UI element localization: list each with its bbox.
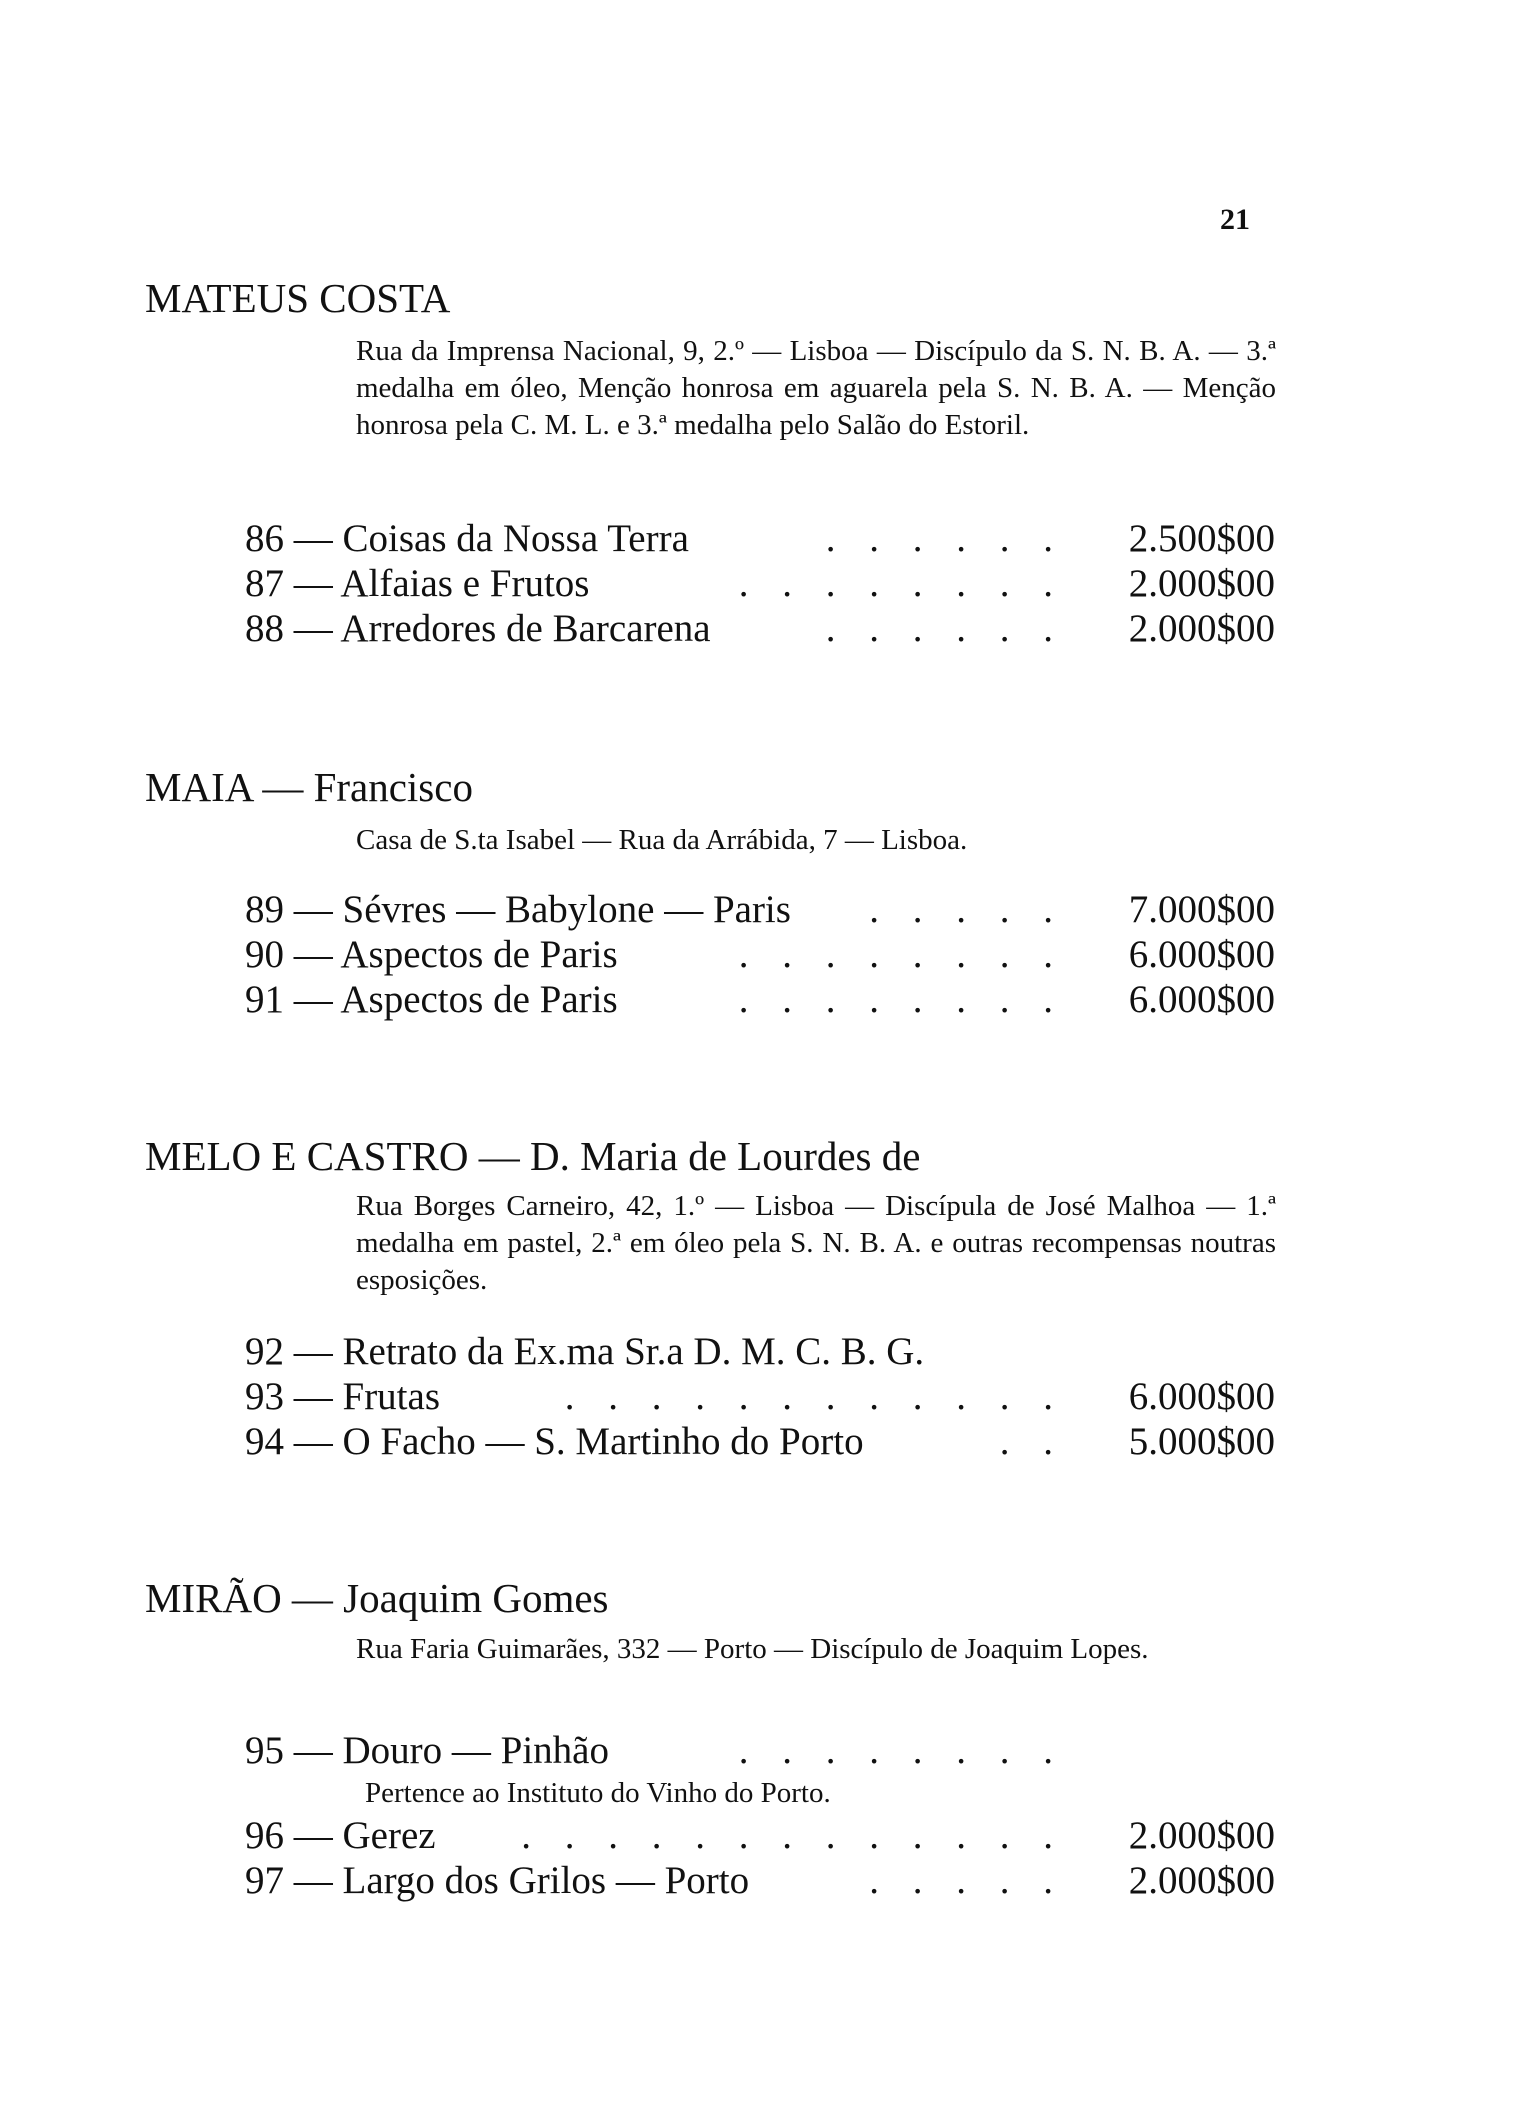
artist-name: MATEUS COSTA	[145, 275, 451, 321]
work-price: 6.000$00	[1128, 978, 1275, 1021]
dot-leader: . . . . . . . .	[738, 933, 1065, 976]
work-price: 2.000$00	[1128, 1814, 1275, 1857]
work-item	[245, 932, 1275, 977]
work-item	[245, 516, 1275, 561]
works-list	[245, 516, 1275, 651]
work-title: 88 — Arredores de Barcarena	[245, 607, 711, 650]
work-title: 92 — Retrato da Ex.ma Sr.a D. M. C. B. G.	[245, 1330, 925, 1373]
work-item	[245, 606, 1275, 651]
work-price: 7.000$00	[1128, 888, 1275, 931]
work-item	[245, 977, 1275, 1022]
dot-leader: . . . . . . . .	[738, 978, 1065, 1021]
work-item	[245, 1728, 1275, 1773]
work-title: 89 — Sévres — Babylone — Paris	[245, 888, 791, 931]
work-price: 2.000$00	[1128, 562, 1275, 605]
work-title: 96 — Gerez	[245, 1814, 436, 1857]
work-price: 2.000$00	[1128, 1859, 1275, 1902]
work-item	[245, 1329, 1275, 1374]
work-item	[245, 561, 1275, 606]
artist-bio: Rua da Imprensa Nacional, 9, 2.º — Lisboa — Discípulo da S. N. B. A. — 3.ª medalha em óleo, Menção honrosa em aguarela pela S. N. B. A. — Menção honrosa pela C. M. L. e 3.ª medalha pelo Salão do Estoril.	[356, 335, 1276, 441]
works-list	[245, 887, 1275, 1022]
work-title: 87 — Alfaias e Frutos	[245, 562, 590, 605]
work-price: 5.000$00	[1128, 1420, 1275, 1463]
work-price: 6.000$00	[1128, 1375, 1275, 1418]
artist-name: MIRÃO — Joaquim Gomes	[145, 1575, 609, 1621]
artist-name: MAIA — Francisco	[145, 764, 473, 810]
dot-leader: . . . . .	[869, 888, 1065, 931]
work-title: 93 — Frutas	[245, 1375, 440, 1418]
dot-leader: . . . . .	[869, 1859, 1065, 1902]
dot-leader: . . . . . . . . . . . .	[564, 1375, 1065, 1418]
dot-leader: . . . . . .	[825, 607, 1065, 650]
dot-leader: . . . . . . . . . . . . .	[521, 1814, 1065, 1857]
work-item	[245, 887, 1275, 932]
work-title: 95 — Douro — Pinhão	[245, 1729, 609, 1772]
dot-leader: . . . . . .	[825, 517, 1065, 560]
work-note: Pertence ao Instituto do Vinho do Porto.	[365, 1777, 831, 1809]
works-list	[245, 1728, 1275, 1903]
work-item	[245, 1419, 1275, 1464]
work-title: 90 — Aspectos de Paris	[245, 933, 618, 976]
artist-bio: Casa de S.ta Isabel — Rua da Arrábida, 7 — Lisboa.	[356, 824, 968, 856]
works-list	[245, 1329, 1275, 1464]
artist-name: MELO E CASTRO — D. Maria de Lourdes de	[145, 1133, 921, 1179]
work-item	[245, 1374, 1275, 1419]
artist-bio: Rua Borges Carneiro, 42, 1.º — Lisboa — Discípula de José Malhoa — 1.ª medalha em pastel, 2.ª em óleo pela S. N. B. A. e outras recompensas noutras esposições.	[356, 1190, 1276, 1296]
page-number: 21	[1220, 203, 1250, 236]
work-title: 97 — Largo dos Grilos — Porto	[245, 1859, 750, 1902]
artist-bio: Rua Faria Guimarães, 332 — Porto — Discípulo de Joaquim Lopes.	[356, 1633, 1149, 1665]
work-item	[245, 1813, 1275, 1858]
dot-leader: . . . . . . . .	[738, 1729, 1065, 1772]
work-price: 6.000$00	[1128, 933, 1275, 976]
dot-leader: . . . . . . . .	[738, 562, 1065, 605]
work-title: 86 — Coisas da Nossa Terra	[245, 517, 689, 560]
work-item	[245, 1858, 1275, 1903]
dot-leader: . .	[999, 1420, 1065, 1463]
work-price: 2.000$00	[1128, 607, 1275, 650]
work-title: 91 — Aspectos de Paris	[245, 978, 618, 1021]
work-price: 2.500$00	[1128, 517, 1275, 560]
work-title: 94 — O Facho — S. Martinho do Porto	[245, 1420, 864, 1463]
